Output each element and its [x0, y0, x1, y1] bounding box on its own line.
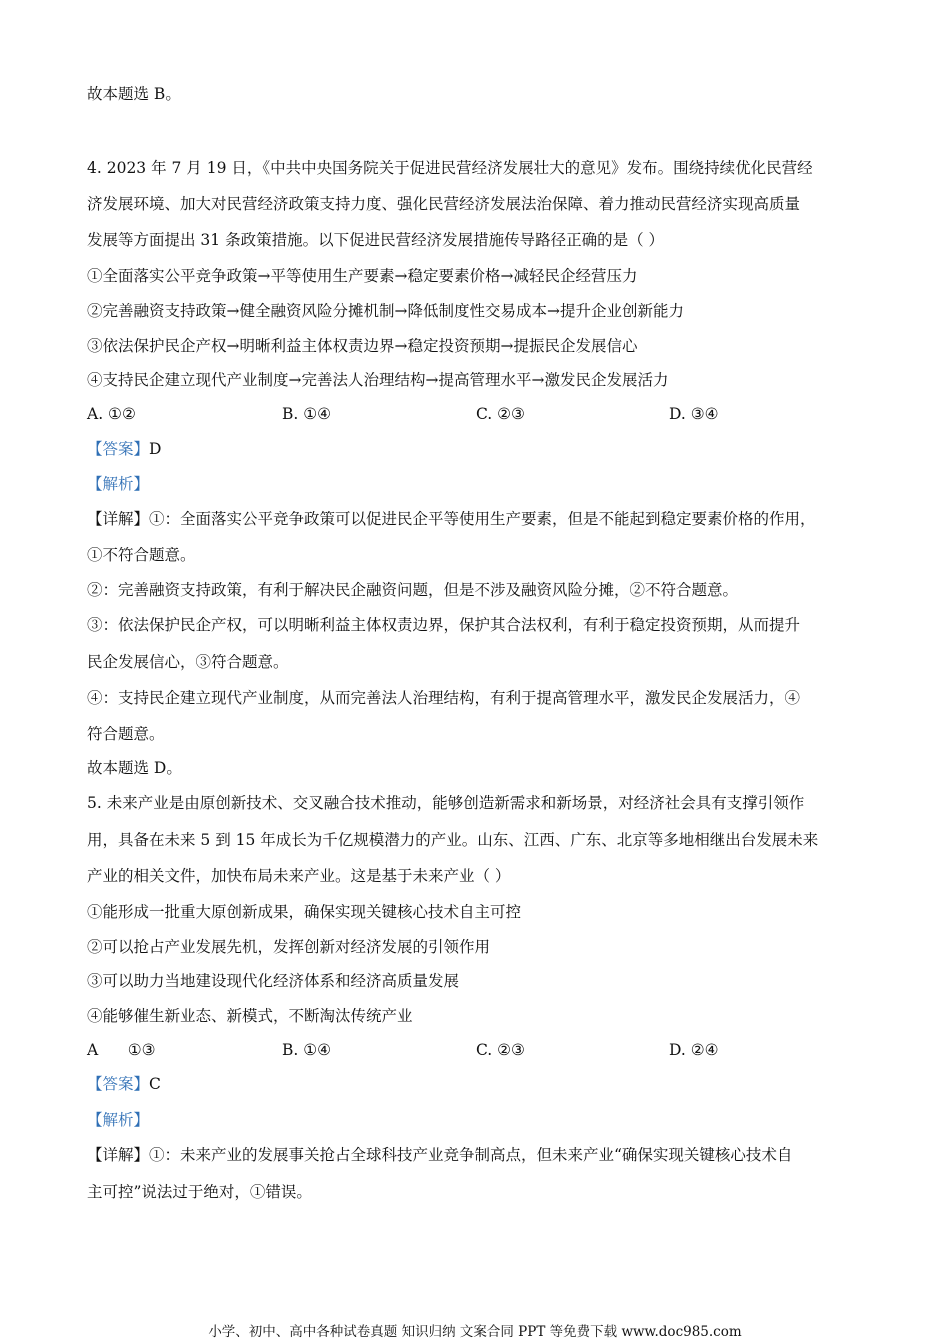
q4-detail-line-3: ②：完善融资支持政策，有利于解决民企融资问题，但是不涉及融资风险分摊，②不符合题意。 — [87, 581, 739, 599]
q5-stem-line-1: 5. 未来产业是由原创新技术、交叉融合技术推动，能够创造新需求和新场景，对经济社会具有支撑引领作 — [87, 794, 805, 812]
q5-detail-line-2: 主可控”说法过于绝对，①错误。 — [87, 1183, 312, 1201]
q4-conclusion: 故本题选 D。 — [87, 759, 182, 777]
q5-item-1: ①能形成一批重大原创新成果，确保实现关键核心技术自主可控 — [87, 903, 522, 921]
q4-detail-line-6: ④：支持民企建立现代产业制度，从而完善法人治理结构，有利于提高管理水平，激发民企发展活力，④ — [87, 689, 801, 707]
q4-analysis-tag: 【解析】 — [87, 475, 150, 493]
q4-option-d: D. ③④ — [669, 405, 719, 423]
q4-stem-line-2: 济发展环境、加大对民营经济政策支持力度、强化民营经济发展法治保障、着力推动民营经济实现高质量 — [87, 195, 801, 213]
q5-detail-line-1: 【详解】①：未来产业的发展事关抢占全球科技产业竞争制高点，但未来产业“确保实现关键核心技术自 — [87, 1146, 793, 1164]
q4-item-2: ②完善融资支持政策→健全融资风险分摊机制→降低制度性交易成本→提升企业创新能力 — [87, 302, 684, 320]
q5-stem-line-3: 产业的相关文件，加快布局未来产业。这是基于未来产业（ ） — [87, 867, 511, 885]
q4-item-3: ③依法保护民企产权→明晰利益主体权责边界→稳定投资预期→提振民企发展信心 — [87, 337, 638, 355]
q4-detail-line-1: 【详解】①：全面落实公平竞争政策可以促进民企平等使用生产要素，但是不能起到稳定要素价格的作用， — [87, 510, 816, 528]
q5-item-3: ③可以助力当地建设现代化经济体系和经济高质量发展 — [87, 972, 460, 990]
q4-option-c: C. ②③ — [476, 405, 525, 423]
previous-conclusion: 故本题选 B。 — [87, 85, 181, 103]
q4-answer-tag: 【答案】 — [87, 440, 150, 458]
q4-stem-line-1: 4. 2023 年 7 月 19 日，《中共中央国务院关于促进民营经济发展壮大的意见》发布。围绕持续优化民营经 — [87, 159, 813, 177]
page-footer: 小学、初中、高中各种试卷真题 知识归纳 文案合同 PPT 等免费下载 www.doc985.com — [208, 1324, 742, 1340]
q5-item-4: ④能够催生新业态、新模式，不断淘汰传统产业 — [87, 1007, 413, 1025]
q4-item-4: ④支持民企建立现代产业制度→完善法人治理结构→提高管理水平→激发民企发展活力 — [87, 371, 669, 389]
q5-analysis-tag: 【解析】 — [87, 1111, 150, 1129]
q5-option-c: C. ②③ — [476, 1041, 525, 1059]
q4-option-b: B. ①④ — [282, 405, 332, 423]
q4-item-1: ①全面落实公平竞争政策→平等使用生产要素→稳定要素价格→减轻民企经营压力 — [87, 267, 638, 285]
q4-option-a: A. ①② — [87, 405, 136, 423]
q5-answer-tag: 【答案】 — [87, 1075, 150, 1093]
q4-answer-value: D — [149, 440, 162, 458]
q5-stem-line-2: 用，具备在未来 5 到 15 年成长为千亿规模潜力的产业。山东、江西、广东、北京等多地相继出台发展未来 — [87, 831, 819, 849]
q4-detail-line-5: 民企发展信心，③符合题意。 — [87, 653, 289, 671]
q5-answer-value: C — [149, 1075, 161, 1093]
q5-option-d: D. ②④ — [669, 1041, 719, 1059]
q4-answer — [87, 439, 161, 459]
q4-detail-line-7: 符合题意。 — [87, 725, 165, 743]
q5-option-a: A ①③ — [87, 1041, 156, 1059]
q5-option-b: B. ①④ — [282, 1041, 332, 1059]
q4-stem-line-3: 发展等方面提出 31 条政策措施。以下促进民营经济发展措施传导路径正确的是（ ） — [87, 231, 665, 249]
q4-detail-line-4: ③：依法保护民企产权，可以明晰利益主体权责边界，保护其合法权利，有利于稳定投资预期，从而提升 — [87, 616, 801, 634]
q4-detail-line-2: ①不符合题意。 — [87, 546, 196, 564]
q5-answer — [87, 1074, 161, 1094]
q5-item-2: ②可以抢占产业发展先机，发挥创新对经济发展的引领作用 — [87, 938, 491, 956]
